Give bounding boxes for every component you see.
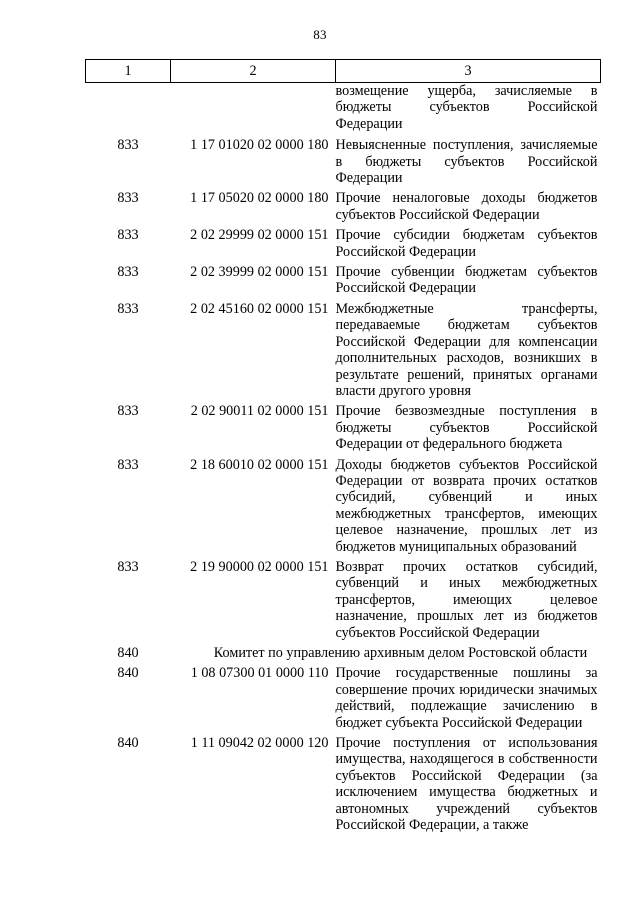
table-row [86, 264, 601, 301]
table-row [86, 301, 601, 403]
admin-code: 833 [117, 300, 139, 317]
table-row [86, 559, 601, 645]
revenue-code: 2 18 60010 02 0000 151 [190, 456, 329, 473]
revenue-description: Доходы бюджетов субъектов Российской Федерации от возврата прочих остатков субсидий, субвенций и иных межбюджетных трансфертов, имеющих целевое назначение, прошлых лет из бюджетов муниципальных образований [335, 456, 598, 555]
revenue-code: 2 02 45160 02 0000 151 [190, 300, 329, 317]
continuation-description: возмещение ущерба, зачисляемые в бюджеты субъектов Российской Федерации [335, 83, 598, 132]
table-row [86, 137, 601, 190]
revenue-code: 2 02 39999 02 0000 151 [190, 264, 329, 281]
table-row [86, 190, 601, 227]
admin-code: 833 [117, 558, 139, 575]
admin-code: 840 [117, 735, 139, 752]
revenue-description: Прочие неналоговые доходы бюджетов субъектов Российской Федерации [335, 190, 598, 223]
column-header-3: 3 [336, 60, 601, 83]
table-row [86, 457, 601, 559]
revenue-description: Возврат прочих остатков субсидий, субвенций и иных межбюджетных трансфертов, имеющих целевое назначение, прошлых лет из бюджетов субъектов Российской Федерации [335, 558, 598, 641]
table-row [86, 665, 601, 735]
admin-code: 833 [117, 403, 139, 420]
revenue-description: Невыясненные поступления, зачисляемые в бюджеты субъектов Российской Федерации [335, 137, 598, 187]
column-header-2: 2 [171, 60, 336, 83]
revenue-description: Прочие субсидии бюджетам субъектов Российской Федерации [335, 227, 598, 260]
admin-code: 840 [117, 645, 139, 661]
revenue-code: 2 02 90011 02 0000 151 [190, 403, 329, 420]
revenue-description: Межбюджетные трансферты, передаваемые бюджетам субъектов Российской Федерации для компенсации дополнительных расходов, возникших в результате решений, принятых органами власти другого уровня [335, 300, 598, 399]
revenue-code: 1 08 07300 01 0000 110 [190, 665, 329, 682]
revenue-description: Прочие поступления от использования имущества, находящегося в собственности субъектов Российской Федерации (за исключением имущества бюджетных и автономных учреждений субъектов Российской Федерации, а также [335, 735, 598, 834]
admin-code: 833 [117, 190, 139, 207]
revenue-code: 1 17 01020 02 0000 180 [190, 137, 329, 154]
revenue-code: 1 11 09042 02 0000 120 [190, 735, 329, 752]
admin-code: 840 [117, 665, 139, 682]
admin-code: 833 [117, 137, 139, 154]
revenue-description: Прочие субвенции бюджетам субъектов Российской Федерации [335, 264, 598, 297]
revenue-description: Прочие безвозмездные поступления в бюджеты субъектов Российской Федерации от федерального бюджета [335, 403, 598, 453]
committee-title: Комитет по управлению архивным делом Ростовской области [213, 645, 588, 661]
column-header-1: 1 [86, 60, 171, 83]
table-header-row [86, 60, 601, 83]
revenue-code: 2 02 29999 02 0000 151 [190, 227, 329, 244]
table-row [86, 735, 601, 837]
table-row [86, 403, 601, 456]
page-number: 83 [313, 27, 327, 42]
revenue-code: 2 19 90000 02 0000 151 [190, 558, 329, 575]
table-row [86, 227, 601, 264]
table-row-committee [86, 645, 601, 665]
admin-code: 833 [117, 456, 139, 473]
revenue-codes-table [85, 59, 601, 837]
admin-code: 833 [117, 264, 139, 281]
revenue-description: Прочие государственные пошлины за совершение прочих юридически значимых действий, подлежащие зачислению в бюджет субъекта Российской Федерации [335, 665, 598, 731]
revenue-code: 1 17 05020 02 0000 180 [190, 190, 329, 207]
table-row-continuation [86, 83, 601, 138]
admin-code: 833 [117, 227, 139, 244]
